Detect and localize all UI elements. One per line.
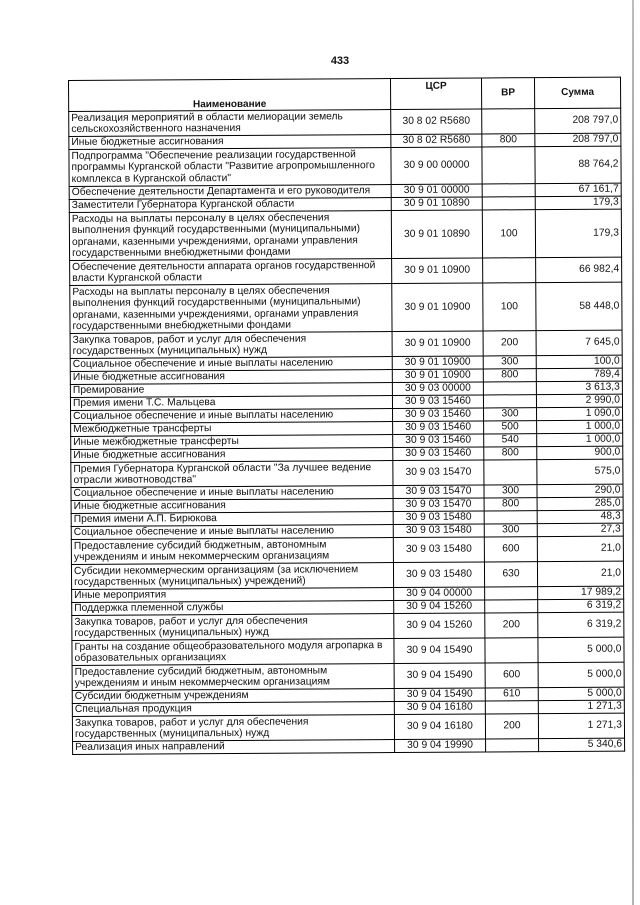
row-csr-cell: 30 9 01 10900: [392, 258, 483, 284]
row-sum-cell: 7 645,0: [536, 330, 622, 356]
row-name-cell: Гранты на создание общеобразовательного модуля агропарка в образовательных организациях: [72, 639, 394, 666]
table-row: [69, 146, 621, 186]
row-name-cell: Субсидии некоммерческим организациям (за исключением государственных (муниципальных) учреждений): [71, 563, 393, 590]
table-row: [73, 738, 625, 754]
row-name-cell: Предоставление субсидий бюджетным, автономным учреждениям и иным некоммерческим организациям: [72, 664, 394, 691]
row-sum-cell: 6 319,2: [538, 612, 624, 638]
row-vr-cell: [485, 600, 538, 613]
row-sum-cell: 290,0: [537, 484, 623, 498]
row-name-cell: Субсидии бюджетным учреждениям: [72, 689, 394, 704]
row-vr-cell: 200: [483, 331, 536, 356]
row-vr-cell: 630: [484, 562, 537, 587]
row-sum-cell: 17 989,2: [538, 586, 624, 600]
row-csr-cell: 30 9 03 15480: [393, 537, 484, 563]
row-vr-cell: 500: [484, 421, 537, 434]
row-vr-cell: 300: [483, 356, 536, 369]
row-sum-cell: 285,0: [537, 497, 623, 511]
row-sum-cell: 100,0: [536, 355, 622, 369]
row-csr-cell: 30 9 01 00000: [391, 184, 482, 198]
row-sum-cell: 66 982,4: [536, 257, 622, 283]
row-vr-cell: [485, 587, 538, 600]
budget-table: [68, 77, 625, 755]
row-name-cell: Поддержка племенной службы: [72, 601, 394, 616]
row-sum-cell: 179,3: [535, 209, 621, 258]
row-sum-cell: 27,3: [537, 523, 623, 537]
row-sum-cell: 21,0: [537, 561, 623, 587]
row-sum-cell: 88 764,2: [535, 146, 621, 184]
header-sum: Сумма: [534, 77, 620, 109]
table-header-row: [69, 77, 621, 111]
row-csr-cell: 30 9 03 00000: [392, 382, 483, 396]
table-row: [70, 282, 622, 333]
table-row: [69, 209, 621, 260]
row-sum-cell: 575,0: [537, 459, 623, 485]
row-vr-cell: [483, 395, 536, 408]
table-row: [71, 561, 623, 589]
row-csr-cell: 30 9 03 15470: [393, 485, 484, 499]
row-vr-cell: 600: [484, 537, 537, 562]
row-vr-cell: [484, 511, 537, 524]
row-csr-cell: 30 9 01 10900: [392, 283, 483, 332]
row-name-cell: Иные мероприятия: [72, 588, 394, 603]
row-csr-cell: 30 9 01 10890: [391, 197, 482, 211]
row-name-cell: Закупка товаров, работ и услуг для обеспечения государственных (муниципальных) нужд: [70, 332, 392, 359]
row-sum-cell: 67 161,7: [535, 183, 621, 197]
row-csr-cell: 30 9 03 15480: [393, 511, 484, 525]
row-csr-cell: 30 9 04 16180: [394, 714, 485, 740]
row-csr-cell: 30 9 04 15490: [394, 663, 485, 689]
row-csr-cell: 30 9 03 15470: [393, 460, 484, 486]
row-csr-cell: 30 9 03 15470: [393, 498, 484, 512]
page-number: 433: [330, 55, 350, 67]
row-vr-cell: [486, 739, 539, 752]
row-name-cell: Специальная продукция: [72, 702, 394, 717]
row-sum-cell: 1 271,3: [538, 713, 624, 739]
row-sum-cell: 1 000,0: [537, 420, 623, 434]
row-name-cell: Подпрограмма "Обеспечение реализации государственной программы Курганской области "Развитие агропромышленного комплекса в Курганской области": [69, 148, 391, 187]
row-csr-cell: 30 9 01 10890: [391, 210, 482, 259]
row-sum-cell: 5 000,0: [538, 637, 624, 663]
row-vr-cell: [485, 638, 538, 663]
row-name-cell: Иные бюджетные ассигнования: [71, 448, 393, 463]
row-csr-cell: 30 9 03 15460: [393, 447, 484, 461]
row-vr-cell: 600: [485, 663, 538, 688]
header-csr: ЦСР: [390, 78, 481, 110]
row-csr-cell: 30 9 00 00000: [391, 147, 482, 185]
row-vr-cell: [482, 147, 535, 184]
row-sum-cell: 1 000,0: [537, 433, 623, 447]
table-body: [69, 108, 625, 754]
row-name-cell: Премия имени Т.С. Мальцева: [70, 396, 392, 411]
row-vr-cell: 300: [484, 408, 537, 421]
row-sum-cell: 3 613,3: [536, 381, 622, 395]
row-sum-cell: 1 090,0: [537, 407, 623, 421]
row-csr-cell: 30 9 04 16180: [394, 701, 485, 715]
table-row: [72, 713, 624, 741]
row-csr-cell: 30 9 01 10900: [392, 356, 483, 370]
row-vr-cell: 200: [485, 714, 538, 739]
header-name: Наименование: [69, 79, 391, 112]
row-sum-cell: 5 000,0: [538, 662, 624, 688]
row-vr-cell: 800: [482, 134, 535, 147]
row-vr-cell: [482, 197, 535, 210]
row-vr-cell: 100: [483, 283, 536, 331]
row-csr-cell: 30 9 01 10900: [392, 369, 483, 383]
row-vr-cell: [485, 701, 538, 714]
row-vr-cell: [483, 258, 536, 283]
row-sum-cell: 48,3: [537, 510, 623, 524]
row-sum-cell: 6 319,2: [538, 599, 624, 613]
row-csr-cell: 30 9 01 10900: [392, 331, 483, 357]
row-name-cell: Реализация мероприятий в области мелиорации земель сельскохозяйственного назначения: [69, 110, 391, 137]
row-name-cell: Социальное обеспечение и иные выплаты населению: [70, 357, 392, 372]
row-name-cell: Иные бюджетные ассигнования: [70, 370, 392, 385]
table-row: [72, 662, 624, 690]
row-vr-cell: [484, 460, 537, 485]
row-csr-cell: 30 9 04 00000: [394, 587, 485, 601]
row-csr-cell: 30 9 04 15490: [394, 688, 485, 702]
table-row: [70, 257, 622, 285]
row-csr-cell: 30 9 03 15460: [392, 395, 483, 409]
row-sum-cell: 58 448,0: [536, 282, 622, 331]
row-vr-cell: 540: [484, 434, 537, 447]
row-vr-cell: [482, 184, 535, 197]
row-name-cell: Премия имени А.П. Бирюкова: [71, 512, 393, 527]
row-vr-cell: 200: [485, 613, 538, 638]
row-name-cell: Расходы на выплаты персоналу в целях обеспечения выполнения функций государственными (муниципальными) органами, казенными учреждениями, органами управления государственными внебюджетными фондами: [69, 211, 391, 261]
row-name-cell: Закупка товаров, работ и услуг для обеспечения государственных (муниципальных) нужд: [72, 715, 394, 742]
row-csr-cell: 30 9 03 15460: [393, 408, 484, 422]
row-csr-cell: 30 8 02 R5680: [391, 134, 482, 148]
row-csr-cell: 30 9 03 15460: [393, 434, 484, 448]
row-name-cell: Премирование: [70, 383, 392, 398]
row-name-cell: Премия Губернатора Курганской области "За лучшее ведение отрасли животноводства": [71, 461, 393, 488]
row-csr-cell: 30 9 04 15490: [394, 638, 485, 664]
row-name-cell: Обеспечение деятельности аппарата органов государственной власти Курганской области: [70, 259, 392, 286]
row-sum-cell: 1 271,3: [538, 700, 624, 714]
row-vr-cell: [483, 382, 536, 395]
row-csr-cell: 30 9 03 15480: [393, 562, 484, 588]
row-sum-cell: 21,0: [537, 536, 623, 562]
row-sum-cell: 208 797,0: [535, 133, 621, 147]
row-name-cell: Предоставление субсидий бюджетным, автономным учреждениям и иным некоммерческим организациям: [71, 538, 393, 565]
row-csr-cell: 30 9 04 15260: [394, 613, 485, 639]
row-csr-cell: 30 9 03 15460: [393, 421, 484, 435]
row-name-cell: Иные межбюджетные трансферты: [71, 435, 393, 450]
row-vr-cell: 800: [483, 369, 536, 382]
row-vr-cell: 300: [484, 524, 537, 537]
row-name-cell: Иные бюджетные ассигнования: [69, 135, 391, 150]
row-name-cell: Социальное обеспечение и иные выплаты населению: [71, 486, 393, 501]
row-name-cell: Расходы на выплаты персоналу в целях обеспечения выполнения функций государственными (муниципальными) органами, казенными учреждениями, органами управления государственными внебюджетными фондами: [70, 284, 392, 334]
row-vr-cell: 610: [485, 688, 538, 701]
row-name-cell: Реализация иных направлений: [73, 740, 395, 755]
row-csr-cell: 30 9 04 15260: [394, 600, 485, 614]
table-row: [71, 459, 623, 487]
table-row: [70, 330, 622, 358]
header-vr: ВР: [481, 78, 534, 109]
row-csr-cell: 30 9 03 15480: [393, 524, 484, 538]
row-sum-cell: 900,0: [537, 446, 623, 460]
row-sum-cell: 179,3: [535, 196, 621, 210]
row-sum-cell: 2 990,0: [536, 394, 622, 408]
row-csr-cell: 30 8 02 R5680: [391, 109, 482, 135]
scan-edge-line: [632, 0, 634, 905]
row-name-cell: Обеспечение деятельности Департамента и его руководителя: [69, 185, 391, 200]
row-name-cell: Иные бюджетные ассигнования: [71, 499, 393, 514]
row-sum-cell: 208 797,0: [535, 108, 621, 134]
row-sum-cell: 5 340,6: [539, 738, 625, 752]
row-csr-cell: 30 9 04 19990: [395, 739, 486, 753]
row-name-cell: Заместители Губернатора Курганской области: [69, 198, 391, 213]
table-row: [71, 536, 623, 564]
row-name-cell: Межбюджетные трансферты: [71, 422, 393, 437]
row-vr-cell: [482, 109, 535, 134]
row-vr-cell: 300: [484, 485, 537, 498]
row-sum-cell: 5 000,0: [538, 687, 624, 701]
table-row: [69, 108, 621, 136]
row-vr-cell: 800: [484, 498, 537, 511]
row-sum-cell: 789,4: [536, 368, 622, 382]
table-row: [72, 612, 624, 640]
row-vr-cell: 100: [482, 210, 535, 258]
table-row: [72, 637, 624, 665]
row-name-cell: Социальное обеспечение и иные выплаты населению: [71, 409, 393, 424]
row-name-cell: Социальное обеспечение и иные выплаты населению: [71, 525, 393, 540]
row-name-cell: Закупка товаров, работ и услуг для обеспечения государственных (муниципальных) нужд: [72, 614, 394, 641]
row-vr-cell: 800: [484, 447, 537, 460]
